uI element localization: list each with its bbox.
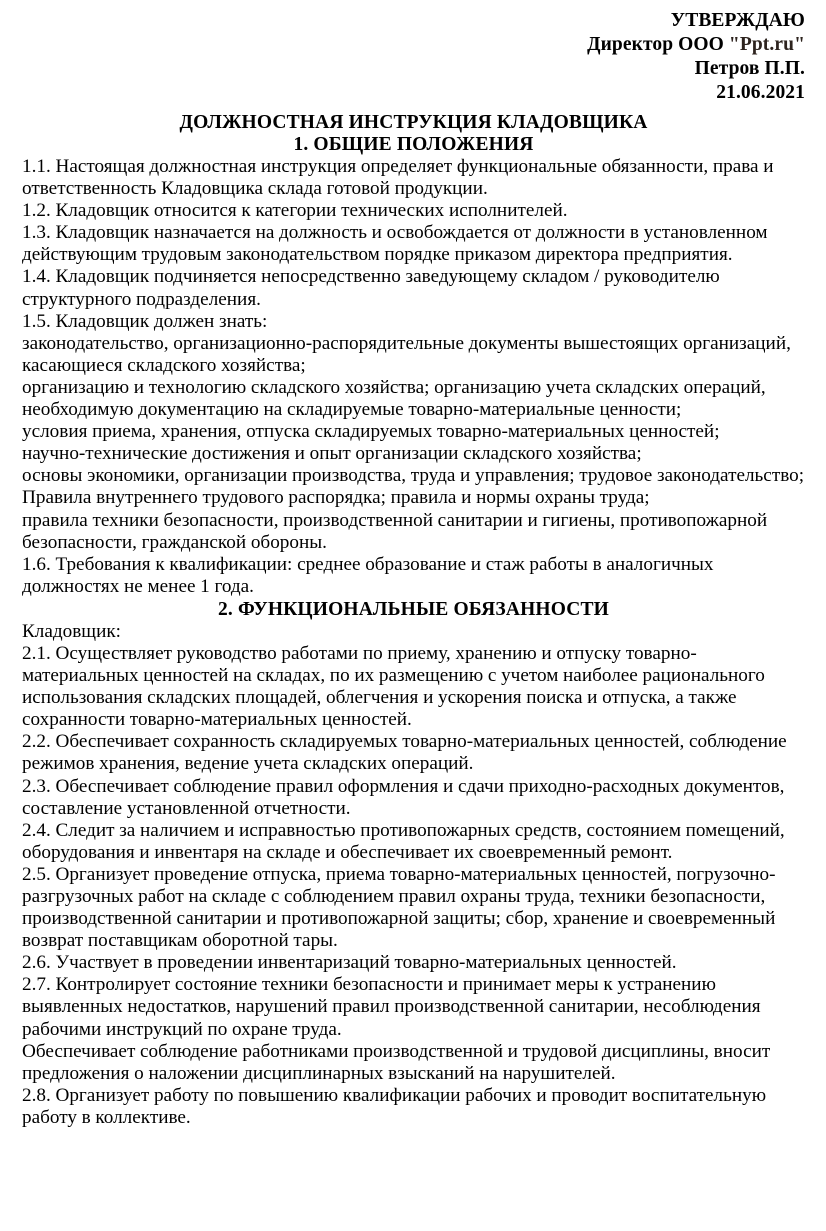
section-body-general-provisions [22, 156, 805, 598]
paragraph: научно-технические достижения и опыт организации складского хозяйства; [22, 443, 642, 465]
approval-label: УТВЕРЖДАЮ [670, 10, 805, 31]
paragraph: 2.8. Организует работу по повышению квалификации рабочих и проводит воспитательную работу в коллективе. [22, 1084, 767, 1128]
paragraph: 1.3. Кладовщик назначается на должность и освобождается от должности в установленном действующим трудовым законодательством порядке приказом директора предприятия. [22, 222, 768, 266]
paragraph: 2.1. Осуществляет руководство работами по приему, хранению и отпуску товарно-материальных ценностей на складах, по их размещению с учетом наиболее рационального использования складских площадей, облегчения и ускорения поиска и отпуска, а также сохранности товарно-материальных ценностей. [22, 642, 765, 731]
paragraph: 2.7. Контролирует состояние техники безопасности и принимает меры к устранению выявленных недостатков, нарушений правил производственной санитарии, несоблюдения рабочими инструкций по охране труда. [22, 974, 761, 1040]
paragraph: 1.2. Кладовщик относится к категории технических исполнителей. [22, 200, 568, 222]
section-heading-general-provisions: 1. ОБЩИЕ ПОЛОЖЕНИЯ [293, 134, 534, 155]
approval-date: 21.06.2021 [716, 82, 805, 103]
paragraph: 1.5. Кладовщик должен знать: [22, 310, 268, 332]
section-body-functional-duties [22, 621, 805, 1129]
paragraph: Обеспечивает соблюдение работниками производственной и трудовой дисциплины, вносит предложения о наложении дисциплинарных взысканий на нарушителей. [22, 1040, 771, 1084]
approval-director-line [22, 33, 805, 57]
paragraph: основы экономики, организации производства, труда и управления; трудовое законодательство; [22, 465, 805, 487]
paragraph: 1.4. Кладовщик подчиняется непосредственно заведующему складом / руководителю структурного подразделения. [22, 266, 720, 310]
paragraph: правила техники безопасности, производственной санитарии и гигиены, противопожарной безопасности, гражданской обороны. [22, 509, 768, 553]
paragraph: 2.4. Следит за наличием и исправностью противопожарных средств, состоянием помещений, оборудования и инвентаря на складе и обеспечивает их своевременный ремонт. [22, 819, 785, 863]
paragraph: условия приема, хранения, отпуска складируемых товарно-материальных ценностей; [22, 421, 720, 443]
paragraph: Кладовщик: [22, 620, 122, 642]
paragraph: 1.6. Требования к квалификации: среднее образование и стаж работы в аналогичных должностях не менее 1 года. [22, 553, 714, 597]
page-title: ДОЛЖНОСТНАЯ ИНСТРУКЦИЯ КЛАДОВЩИКА [179, 112, 648, 133]
paragraph: Правила внутреннего трудового распорядка; правила и нормы охраны труда; [22, 487, 650, 509]
paragraph: 2.3. Обеспечивает соблюдение правил оформления и сдачи приходно-расходных документов, составление установленной отчетности. [22, 775, 785, 819]
paragraph: законодательство, организационно-распорядительные документы вышестоящих организаций, касающиеся складского хозяйства; [22, 332, 791, 376]
approval-company-name: "Ppt.ru" [728, 34, 805, 55]
paragraph: 2.5. Организует проведение отпуска, приема товарно-материальных ценностей, погрузочно-разгрузочных работ на складе с соблюдением правил охраны труда, техники безопасности, производственной санитарии и противопожарной защиты; сбор, хранение и своевременный возврат поставщикам оборотной тары. [22, 863, 776, 952]
section-heading-functional-duties: 2. ФУНКЦИОНАЛЬНЫЕ ОБЯЗАННОСТИ [218, 598, 609, 620]
paragraph: 2.6. Участвует в проведении инвентаризаций товарно-материальных ценностей. [22, 952, 677, 974]
approval-director-prefix: Директор ООО [587, 34, 729, 55]
paragraph: 1.1. Настоящая должностная инструкция определяет функциональные обязанности, права и ответственность Кладовщика склада готовой продукции. [22, 156, 774, 200]
approval-header [22, 9, 805, 105]
paragraph: организацию и технологию складского хозяйства; организацию учета складских операций, необходимую документацию на складируемые товарно-материальные ценности; [22, 376, 766, 421]
approval-director-name: Петров П.П. [694, 58, 805, 79]
paragraph: 2.2. Обеспечивает сохранность складируемых товарно-материальных ценностей, соблюдение режимов хранения, ведение учета складских операций. [22, 731, 787, 775]
